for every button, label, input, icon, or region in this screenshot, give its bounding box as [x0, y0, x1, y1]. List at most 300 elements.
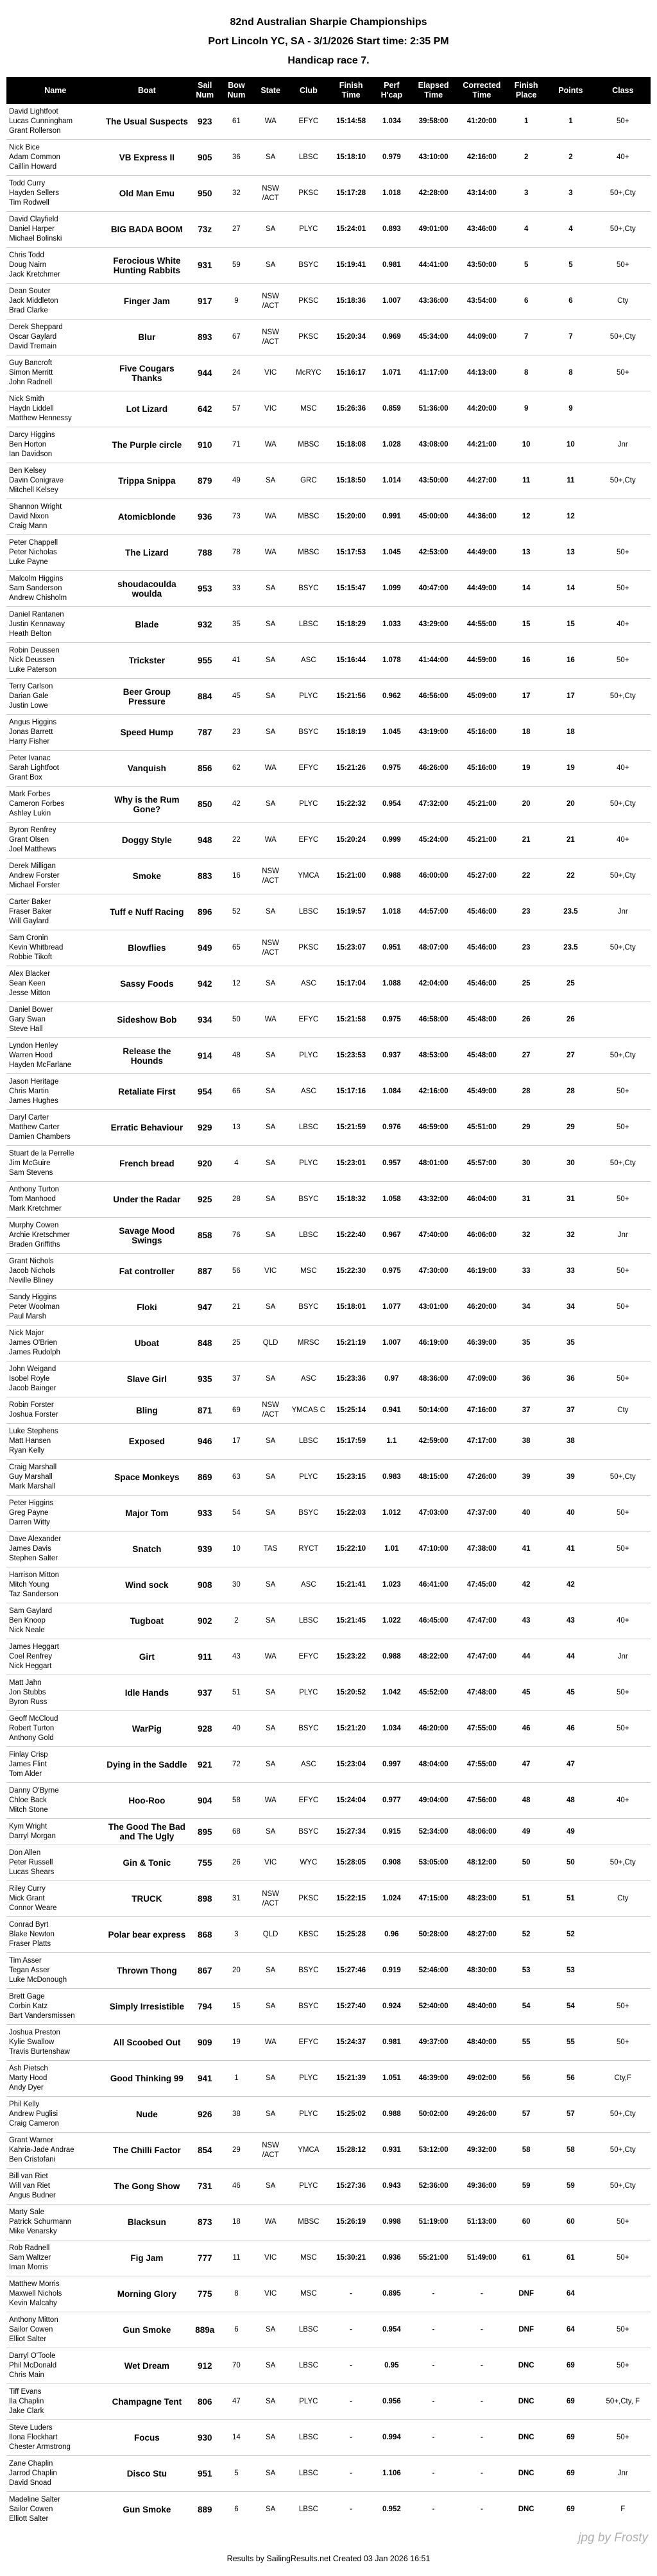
class: 50+,Cty [595, 679, 651, 715]
crew-member: Ben Kelsey [9, 467, 47, 475]
perf-hcap: 0.994 [373, 2420, 409, 2456]
club: PKSC [289, 284, 328, 320]
table-row [6, 679, 651, 715]
elapsed-time: 48:22:00 [409, 1639, 457, 1675]
table-row [6, 2384, 651, 2420]
class: 50+ [595, 571, 651, 607]
crew-member: Craig Marshall [9, 1463, 57, 1471]
crew-member: Marty Hood [9, 2074, 47, 2082]
state: WA [253, 2025, 289, 2061]
crew-names [6, 2169, 105, 2205]
points: 46 [546, 1711, 595, 1747]
finish-time: 15:21:59 [328, 1110, 373, 1146]
boat-name: Girt [105, 1639, 190, 1675]
class: Cty [595, 1881, 651, 1917]
crew-names [6, 1747, 105, 1783]
table-header [6, 77, 651, 104]
results-table-body [6, 104, 651, 2527]
corrected-time: - [457, 2348, 506, 2384]
crew-member: Steve Luders [9, 2424, 53, 2432]
crew-member: Marty Sale [9, 2208, 44, 2216]
sail-num: 917 [189, 284, 220, 320]
table-row [6, 2240, 651, 2276]
crew-member: Kym Wright [9, 1823, 47, 1830]
elapsed-time: 44:57:00 [409, 894, 457, 930]
boat-name: Trippa Snippa [105, 463, 190, 499]
boat-name: Fig Jam [105, 2240, 190, 2276]
state: NSW /ACT [253, 320, 289, 355]
finish-time: 15:17:59 [328, 1424, 373, 1460]
crew-member: Blake Newton [9, 1931, 55, 1938]
table-row [6, 607, 651, 643]
finish-place: 2 [506, 140, 546, 176]
table-row [6, 715, 651, 751]
bow-num: 42 [220, 787, 252, 823]
crew-names [6, 1675, 105, 1711]
club: EFYC [289, 1002, 328, 1038]
state: VIC [253, 391, 289, 427]
finish-time: 15:18:36 [328, 284, 373, 320]
club: ASC [289, 1567, 328, 1603]
crew-names [6, 2384, 105, 2420]
crew-member: Davin Conigrave [9, 477, 64, 484]
boat-name: Hoo-Roo [105, 1783, 190, 1819]
boat-name: Idle Hands [105, 1675, 190, 1711]
bow-num: 59 [220, 248, 252, 284]
points: 19 [546, 751, 595, 787]
corrected-time: 44:21:00 [457, 427, 506, 463]
table-row [6, 1845, 651, 1881]
table-row [6, 284, 651, 320]
corrected-time: 45:48:00 [457, 1038, 506, 1074]
boat-name: Gun Smoke [105, 2492, 190, 2528]
crew-member: David Tremain [9, 343, 57, 350]
table-row [6, 966, 651, 1002]
finish-time: 15:18:08 [328, 427, 373, 463]
column-header-4: State [253, 77, 289, 104]
sail-num: 731 [189, 2169, 220, 2205]
bow-num: 30 [220, 1567, 252, 1603]
table-row [6, 1326, 651, 1361]
points: 50 [546, 1845, 595, 1881]
crew-member: Daryl Carter [9, 1114, 49, 1122]
points: 64 [546, 2312, 595, 2348]
perf-hcap: 0.941 [373, 1397, 409, 1424]
crew-names [6, 2456, 105, 2492]
points: 69 [546, 2384, 595, 2420]
bow-num: 32 [220, 176, 252, 212]
column-header-9: Corrected Time [457, 77, 506, 104]
class [595, 1567, 651, 1603]
crew-member: Grant Olsen [9, 836, 49, 844]
perf-hcap: 0.983 [373, 1460, 409, 1496]
finish-place: 16 [506, 643, 546, 679]
club: MBSC [289, 2205, 328, 2240]
crew-names [6, 2240, 105, 2276]
crew-member: Joel Matthews [9, 846, 56, 853]
state: WA [253, 2205, 289, 2240]
sail-num: 929 [189, 1110, 220, 1146]
finish-time: 15:21:41 [328, 1567, 373, 1603]
crew-member: Nick Neale [9, 1626, 45, 1634]
bow-num: 69 [220, 1397, 252, 1424]
bow-num: 67 [220, 320, 252, 355]
crew-member: Ashley Lukin [9, 810, 51, 817]
crew-names [6, 1074, 105, 1110]
crew-names [6, 427, 105, 463]
corrected-time: 41:20:00 [466, 117, 497, 125]
boat-name: Sideshow Bob [105, 1002, 190, 1038]
crew-member: Corbin Katz [9, 2002, 48, 2010]
table-row [6, 1290, 651, 1326]
elapsed-time: 43:10:00 [409, 140, 457, 176]
club: YMCA [289, 858, 328, 894]
points: 39 [546, 1460, 595, 1496]
class: 50+,Cty [595, 2169, 651, 2205]
finish-time: 15:21:20 [328, 1711, 373, 1747]
sail-num: 73z [189, 212, 220, 248]
sail-num: 932 [189, 607, 220, 643]
crew-names [6, 1254, 105, 1290]
elapsed-time: 41:44:00 [409, 643, 457, 679]
corrected-time: 49:36:00 [457, 2169, 506, 2205]
crew-member: Brett Gage [9, 1993, 45, 2000]
elapsed-time: 43:01:00 [409, 1290, 457, 1326]
state: SA [253, 2312, 289, 2348]
crew-names [6, 930, 105, 966]
crew-names [6, 571, 105, 607]
finish-place: 7 [506, 320, 546, 355]
crew-member: Anthony Mitton [9, 2316, 58, 2324]
points: 57 [546, 2097, 595, 2133]
bow-num: 25 [220, 1326, 252, 1361]
perf-hcap: 0.976 [373, 1110, 409, 1146]
crew-member: Patrick Schurmann [9, 2218, 72, 2226]
crew-names [6, 823, 105, 858]
state: SA [253, 2061, 289, 2097]
class: 40+ [595, 751, 651, 787]
bow-num: 13 [220, 1110, 252, 1146]
corrected-time: 48:23:00 [457, 1881, 506, 1917]
boat-name: Nude [105, 2097, 190, 2133]
class: 50+,Cty [595, 787, 651, 823]
state: VIC [253, 2240, 289, 2276]
watermark-text: jpg by Frosty [578, 2531, 648, 2545]
finish-time: 15:22:30 [328, 1254, 373, 1290]
crew-member: Sam Stevens [9, 1169, 53, 1177]
crew-member: Luke Stephens [9, 1428, 58, 1435]
points: 49 [546, 1819, 595, 1845]
club: LBSC [289, 140, 328, 176]
finish-place: 59 [506, 2169, 546, 2205]
crew-member: Joshua Forster [9, 1411, 58, 1419]
crew-member: Oscar Gaylard [9, 333, 57, 341]
corrected-time: 43:14:00 [457, 176, 506, 212]
points: 43 [546, 1603, 595, 1639]
crew-member: Anthony Gold [9, 1734, 54, 1742]
crew-member: Grant Nichols [9, 1258, 54, 1265]
corrected-time: 47:26:00 [457, 1460, 506, 1496]
perf-hcap: 0.954 [373, 787, 409, 823]
elapsed-time: 52:36:00 [409, 2169, 457, 2205]
club: YMCAS C [289, 1397, 328, 1424]
finish-place: 30 [506, 1146, 546, 1182]
sail-num: 848 [189, 1326, 220, 1361]
elapsed-time: - [409, 2420, 457, 2456]
bow-num: 6 [220, 2492, 252, 2528]
sail-num: 879 [189, 463, 220, 499]
crew-member: Andrew Chisholm [9, 594, 67, 602]
club: PKSC [289, 930, 328, 966]
state: VIC [253, 1254, 289, 1290]
finish-place: 26 [506, 1002, 546, 1038]
sail-num: 947 [189, 1290, 220, 1326]
crew-names [6, 1845, 105, 1881]
crew-names [6, 1881, 105, 1917]
sail-num: 953 [189, 571, 220, 607]
finish-place: 31 [506, 1182, 546, 1218]
finish-time: 15:24:37 [328, 2025, 373, 2061]
crew-member: Tiff Evans [9, 2388, 42, 2396]
perf-hcap: 0.97 [373, 1361, 409, 1397]
crew-member: Mark Marshall [9, 1483, 56, 1490]
finish-time: 15:24:01 [328, 212, 373, 248]
points: 64 [546, 2276, 595, 2312]
state: SA [253, 1747, 289, 1783]
club: GRC [289, 463, 328, 499]
bow-num: 68 [220, 1819, 252, 1845]
boat-name: Finger Jam [105, 284, 190, 320]
bow-num: 24 [220, 355, 252, 391]
elapsed-time: 40:47:00 [409, 571, 457, 607]
finish-place: DNF [506, 2276, 546, 2312]
state: SA [253, 463, 289, 499]
class: 50+ [595, 535, 651, 571]
elapsed-time: 49:04:00 [409, 1783, 457, 1819]
crew-member: Jon Stubbs [9, 1689, 46, 1696]
crew-member: Andrew Puglisi [9, 2110, 58, 2118]
points: 35 [546, 1326, 595, 1361]
finish-place: 42 [506, 1567, 546, 1603]
class [595, 1953, 651, 1989]
points: 12 [546, 499, 595, 535]
sail-num: 942 [189, 966, 220, 1002]
crew-names [6, 1989, 105, 2025]
points: 26 [546, 1002, 595, 1038]
crew-member: Terry Carlson [9, 683, 53, 690]
club: MSC [289, 391, 328, 427]
crew-names [6, 966, 105, 1002]
boat-name: Smoke [105, 858, 190, 894]
points: 34 [546, 1290, 595, 1326]
crew-member: Darryl O'Toole [9, 2352, 56, 2360]
crew-member: Anthony Turton [9, 1186, 59, 1193]
crew-member: Sam Cronin [9, 934, 48, 942]
finish-place: 55 [506, 2025, 546, 2061]
crew-member: Ryan Kelly [9, 1447, 44, 1454]
crew-member: Grant Rollerson [9, 127, 61, 135]
class: 50+ [595, 2205, 651, 2240]
bow-num: 37 [220, 1361, 252, 1397]
crew-member: Doug Nairn [9, 261, 47, 269]
corrected-time: 42:16:00 [457, 140, 506, 176]
table-row [6, 858, 651, 894]
elapsed-time: 46:45:00 [409, 1603, 457, 1639]
crew-member: Michael Bolinski [9, 235, 62, 243]
corrected-time: 48:12:00 [457, 1845, 506, 1881]
finish-place: 10 [506, 427, 546, 463]
corrected-time: 47:09:00 [457, 1361, 506, 1397]
table-row [6, 1361, 651, 1397]
crew-member: Derek Sheppard [9, 323, 63, 331]
table-row [6, 499, 651, 535]
perf-hcap: 0.954 [373, 2312, 409, 2348]
table-row [6, 1989, 651, 2025]
club: McRYC [289, 355, 328, 391]
perf-hcap: 1.034 [382, 117, 401, 125]
sail-num: 806 [189, 2384, 220, 2420]
boat-name: The Usual Suspects [105, 117, 189, 126]
state: SA [253, 1989, 289, 2025]
sail-num: 921 [189, 1747, 220, 1783]
sail-num: 948 [189, 823, 220, 858]
state: WA [253, 499, 289, 535]
sail-num: 930 [189, 2420, 220, 2456]
points: 54 [546, 1989, 595, 2025]
crew-member: Peter Higgins [9, 1499, 54, 1507]
points: 45 [546, 1675, 595, 1711]
column-header-12: Class [595, 77, 651, 104]
crew-member: Warren Hood [9, 1052, 53, 1059]
corrected-time: 45:21:00 [457, 787, 506, 823]
crew-member: Mitch Stone [9, 1806, 48, 1814]
corrected-time: 46:20:00 [457, 1290, 506, 1326]
results-table [6, 77, 651, 2527]
finish-place: 6 [506, 284, 546, 320]
state: QLD [253, 1326, 289, 1361]
class [595, 966, 651, 1002]
finish-place: 43 [506, 1603, 546, 1639]
state: QLD [253, 1917, 289, 1953]
crew-member: Bill van Riet [9, 2172, 48, 2180]
bow-num: 41 [220, 643, 252, 679]
crew-member: Daniel Harper [9, 225, 55, 233]
crew-names [6, 1819, 105, 1845]
finish-time: 15:27:46 [328, 1953, 373, 1989]
points: 5 [546, 248, 595, 284]
crew-member: Shannon Wright [9, 503, 62, 511]
corrected-time: 43:54:00 [457, 284, 506, 320]
finish-time: 15:23:22 [328, 1639, 373, 1675]
crew-names [6, 355, 105, 391]
class: 50+,Cty [595, 1460, 651, 1496]
finish-time: 15:28:05 [328, 1845, 373, 1881]
state: SA [253, 715, 289, 751]
table-row [6, 535, 651, 571]
class: 50+ [595, 1361, 651, 1397]
corrected-time: 48:30:00 [457, 1953, 506, 1989]
sail-num: 949 [189, 930, 220, 966]
table-row [6, 2133, 651, 2169]
class: 40+ [595, 607, 651, 643]
boat-name: VB Express II [105, 140, 190, 176]
perf-hcap: 1.018 [373, 176, 409, 212]
crew-member: Byron Russ [9, 1698, 47, 1706]
table-row [6, 1182, 651, 1218]
crew-member: Phil Kelly [9, 2101, 40, 2108]
state: SA [253, 643, 289, 679]
points: 69 [546, 2420, 595, 2456]
table-row [6, 1218, 651, 1254]
finish-place: 11 [506, 463, 546, 499]
crew-names [6, 2097, 105, 2133]
elapsed-time: 48:36:00 [409, 1361, 457, 1397]
crew-member: Sandy Higgins [9, 1293, 57, 1301]
boat-name: Snatch [105, 1531, 190, 1567]
finish-place: 4 [506, 212, 546, 248]
state: WA [253, 823, 289, 858]
boat-name: Slave Girl [105, 1361, 190, 1397]
class: 50+,Cty [595, 320, 651, 355]
perf-hcap: 1.007 [373, 284, 409, 320]
perf-hcap: 1.058 [373, 1182, 409, 1218]
class: Jnr [595, 1639, 651, 1675]
perf-hcap: 1.045 [373, 535, 409, 571]
crew-member: Mark Forbes [9, 790, 51, 798]
perf-hcap: 0.952 [373, 2492, 409, 2528]
club: BSYC [289, 1989, 328, 2025]
state: SA [253, 679, 289, 715]
crew-member: Cameron Forbes [9, 800, 65, 808]
sail-num: 889 [189, 2492, 220, 2528]
crew-member: Stephen Salter [9, 1555, 58, 1562]
column-header-7: Perf H'cap [373, 77, 409, 104]
state: SA [253, 1460, 289, 1496]
boat-name: Atomicblonde [105, 499, 190, 535]
crew-names [6, 1182, 105, 1218]
club: LBSC [289, 1603, 328, 1639]
bow-num: 56 [220, 1254, 252, 1290]
class: 50+ [595, 1496, 651, 1531]
crew-member: Zane Chaplin [9, 2460, 53, 2468]
crew-member: Tom Manhood [9, 1195, 56, 1203]
club: MSC [289, 1254, 328, 1290]
bow-num: 57 [220, 391, 252, 427]
corrected-time: 48:06:00 [457, 1819, 506, 1845]
boat-name: TRUCK [105, 1881, 190, 1917]
perf-hcap: 0.956 [373, 2384, 409, 2420]
table-row [6, 1881, 651, 1917]
elapsed-time: 46:39:00 [409, 2061, 457, 2097]
class: 50+ [595, 1290, 651, 1326]
elapsed-time: 46:20:00 [409, 1711, 457, 1747]
crew-member: Nick Deussen [9, 656, 55, 664]
venue-date-start-time: Port Lincoln YC, SA - 3/1/2026 Start time: 2:35 PM [208, 36, 449, 47]
points: 52 [546, 1917, 595, 1953]
crew-member: Darcy Higgins [9, 431, 55, 439]
finish-time: 15:21:39 [328, 2061, 373, 2097]
perf-hcap: 0.988 [373, 858, 409, 894]
bow-num: 6 [220, 2312, 252, 2348]
crew-names [6, 248, 105, 284]
crew-member: Nick Smith [9, 395, 44, 403]
bow-num: 4 [220, 1146, 252, 1182]
finish-place: 9 [506, 391, 546, 427]
state: WA [264, 117, 277, 125]
sail-num: 934 [189, 1002, 220, 1038]
finish-time: 15:30:21 [328, 2240, 373, 2276]
club: BSYC [289, 715, 328, 751]
